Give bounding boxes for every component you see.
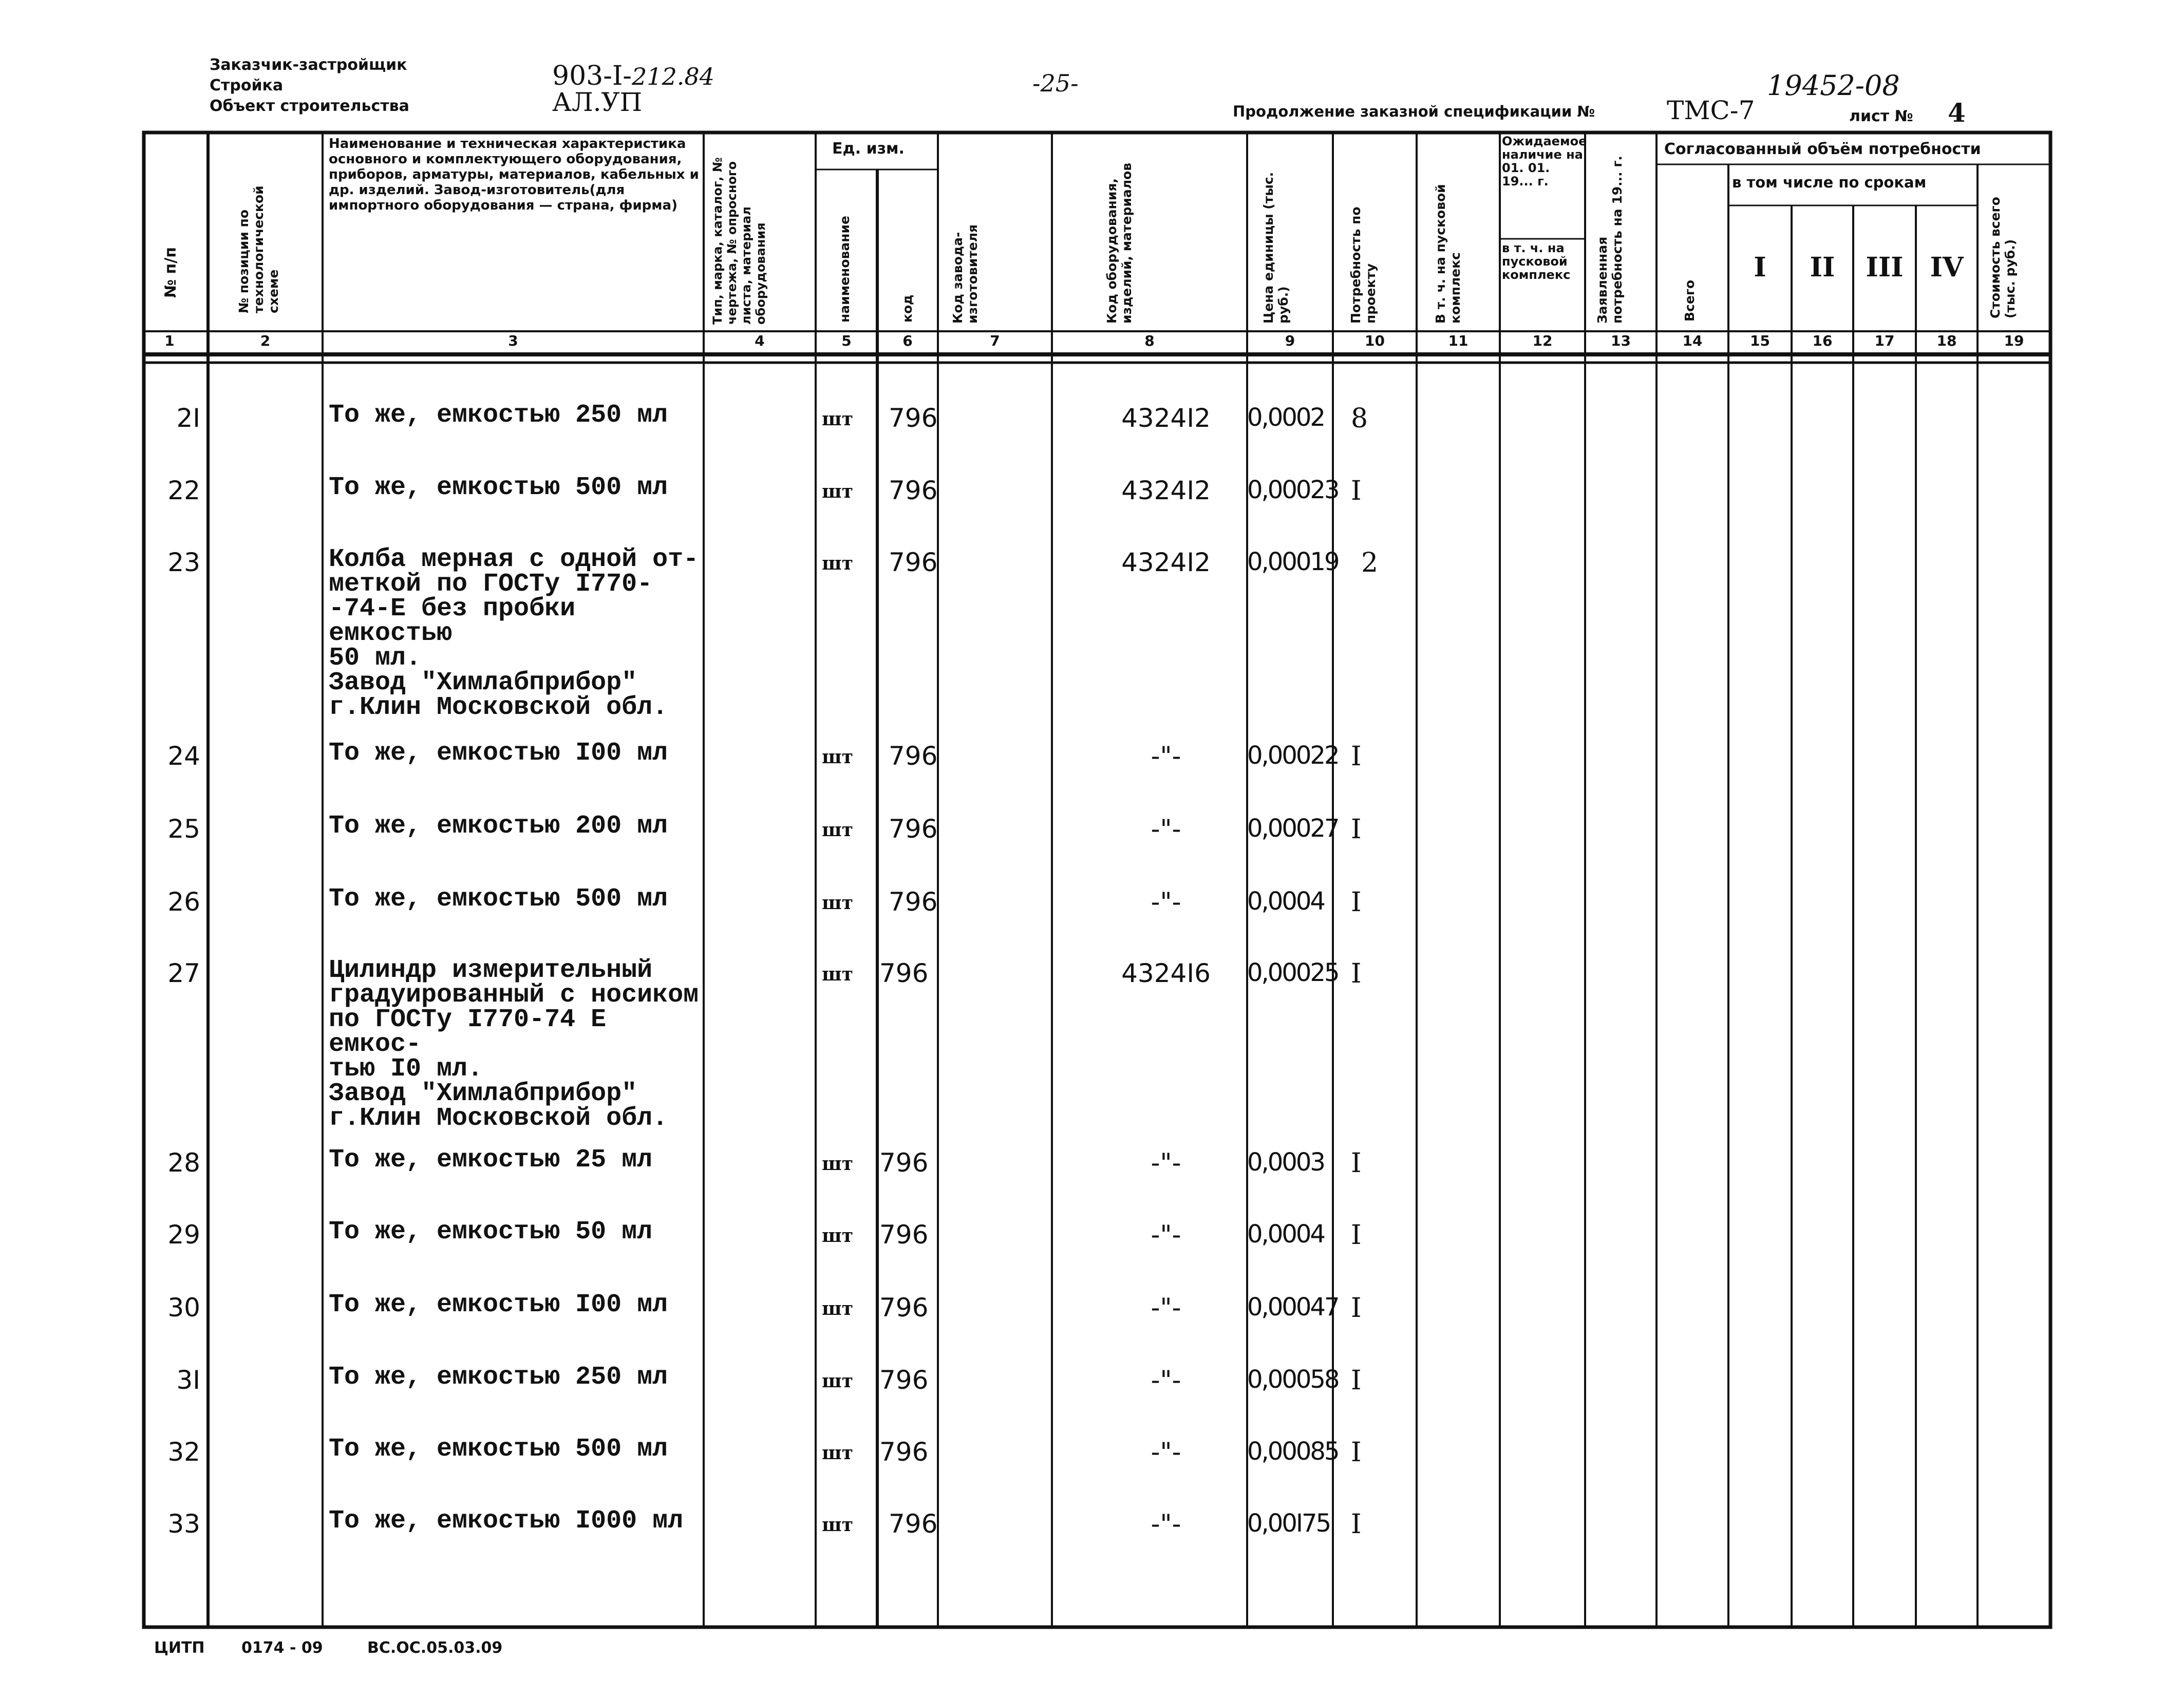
equipment-code: -"- — [1151, 1365, 1181, 1395]
unit-price: 0,00023 — [1247, 476, 1339, 504]
unit-price: 0,00025 — [1247, 958, 1339, 987]
unit-price: 0,00019 — [1247, 548, 1339, 576]
unit-name: шт — [822, 1153, 853, 1175]
object-label: Объект строительства — [210, 97, 409, 115]
row-number: 3I — [176, 1365, 200, 1395]
unit-price: 0,00047 — [1247, 1293, 1339, 1322]
col-header-19 — [1988, 169, 2018, 318]
col-header-12b: в т. ч. на пусковой комплекс — [1502, 241, 1571, 282]
unit-price: 0,00058 — [1247, 1365, 1339, 1394]
item-name: То же, емкостью 50 мл — [329, 1217, 653, 1247]
unit-price: 0,0004 — [1247, 887, 1324, 916]
equipment-code: -"- — [1151, 1148, 1181, 1178]
col-num-3: 3 — [508, 332, 518, 349]
row-number: 2I — [176, 403, 200, 433]
col-num-5: 5 — [841, 332, 852, 349]
row-number: 27 — [167, 958, 200, 988]
quantity: I — [1351, 741, 1362, 772]
doc-number: 19452-08 — [1767, 69, 1900, 102]
col-header-7-text: Код завода-изготовителя — [950, 224, 980, 324]
site-label: Стройка — [210, 77, 284, 95]
col-header-18: IV — [1930, 252, 1964, 283]
col-num-1: 1 — [164, 332, 175, 349]
col-header-11 — [1433, 154, 1463, 324]
unit-code: 796 — [889, 548, 938, 577]
unit-price: 0,00027 — [1247, 814, 1339, 843]
unit-code: 796 — [889, 887, 938, 917]
col-num-2: 2 — [260, 332, 271, 349]
project-code-handwritten: 212.84 — [631, 63, 714, 90]
unit-code: 796 — [889, 403, 938, 433]
equipment-code: 4324I2 — [1121, 548, 1211, 577]
col-header-10 — [1348, 154, 1378, 324]
col-header-15: I — [1754, 252, 1766, 283]
col-header-10-text: Потребность по проекту — [1348, 206, 1378, 324]
unit-code: 796 — [879, 1220, 929, 1250]
project-code-print: 903-I- — [552, 61, 632, 91]
equipment-code: -"- — [1151, 1509, 1181, 1539]
quantity: I — [1351, 814, 1362, 845]
item-name: То же, емкостью I00 мл — [329, 739, 668, 768]
unit-code: 796 — [889, 814, 938, 844]
footer-ref: ВС.ОС.05.03.09 — [367, 1639, 503, 1657]
col-header-7 — [950, 139, 980, 324]
sheet-number: 4 — [1948, 98, 1966, 128]
quantity: I — [1351, 887, 1362, 918]
row-number: 24 — [167, 741, 200, 771]
row-number: 33 — [167, 1509, 200, 1539]
col-header-2-text: № позиции по технологической схеме — [236, 185, 281, 313]
page-number: -25- — [1032, 69, 1079, 97]
col-header-11-text: В т. ч. на пусковой комплекс — [1433, 184, 1463, 324]
col-num-6: 6 — [902, 332, 913, 349]
quantity: 2 — [1361, 548, 1379, 578]
col-header-9 — [1261, 154, 1291, 324]
item-name: Колба мерная с одной от- меткой по ГОСТу I770- -74-Е без пробки емкостью 50 мл. Завод "Химлабприбор" г.Клин Московской обл. — [329, 545, 699, 722]
quantity: I — [1351, 476, 1362, 506]
item-name: То же, емкостью 200 мл — [329, 812, 668, 841]
unit-price: 0,00I75 — [1247, 1509, 1330, 1538]
col-num-10: 10 — [1365, 332, 1385, 349]
unit-name: шт — [822, 553, 853, 574]
item-name: То же, емкостью 25 мл — [329, 1145, 653, 1175]
equipment-code: -"- — [1151, 887, 1181, 917]
col-num-13: 13 — [1611, 332, 1631, 349]
col-header-2 — [236, 144, 281, 313]
col-header-14: Всего — [1682, 279, 1697, 322]
item-name: То же, емкостью I00 мл — [329, 1290, 668, 1319]
unit-code: 796 — [889, 741, 938, 771]
sheet-label: лист № — [1849, 107, 1913, 125]
row-number: 22 — [167, 476, 200, 505]
item-name: То же, емкостью 250 мл — [329, 401, 668, 430]
footer-org: ЦИТП — [154, 1639, 205, 1657]
col-num-19: 19 — [2004, 332, 2024, 349]
col-header-3: Наименование и техническая характеристика основного и комплектующего оборудования, приборов, арматуры, материалов, кабельных и др. изделий. Завод-изготовитель(для импортного оборудования — страна, фирма) — [329, 136, 699, 213]
continuation-label: Продолжение заказной спецификации № — [1233, 103, 1595, 120]
equipment-code: -"- — [1151, 1293, 1181, 1323]
unit-code: 796 — [879, 1148, 929, 1178]
unit-name: шт — [822, 1225, 853, 1247]
unit-code: 796 — [879, 1365, 929, 1395]
unit-name: шт — [822, 1370, 853, 1392]
equipment-code: -"- — [1151, 741, 1181, 771]
row-number: 32 — [167, 1437, 200, 1467]
item-name: То же, емкостью 500 мл — [329, 1435, 668, 1464]
col-num-11: 11 — [1448, 332, 1468, 349]
unit-name: шт — [822, 1298, 853, 1319]
unit-code: 796 — [879, 958, 929, 988]
quantity: I — [1351, 958, 1362, 989]
col-num-16: 16 — [1812, 332, 1833, 349]
quantity: I — [1351, 1220, 1362, 1251]
row-number: 30 — [167, 1293, 200, 1323]
col-num-17: 17 — [1874, 332, 1895, 349]
spec-number: ТМС-7 — [1667, 96, 1755, 125]
equipment-code: 4324I2 — [1121, 476, 1211, 505]
unit-price: 0,00022 — [1247, 741, 1339, 770]
equipment-code: -"- — [1151, 1220, 1181, 1250]
row-number: 25 — [167, 814, 200, 844]
unit-code: 796 — [889, 1509, 938, 1539]
col-num-15: 15 — [1750, 332, 1770, 349]
quantity: I — [1351, 1293, 1362, 1324]
col-header-16: II — [1810, 252, 1835, 283]
unit-name: шт — [822, 964, 853, 985]
equipment-code: 4324I2 — [1121, 403, 1211, 433]
col-header-agreed-group: Согласованный объём потребности — [1664, 140, 1981, 158]
customer-label: Заказчик-застройщик — [210, 56, 407, 74]
quantity: I — [1351, 1509, 1362, 1540]
col-header-5: наименование — [837, 216, 852, 323]
unit-code: 796 — [879, 1437, 929, 1467]
row-number: 29 — [167, 1220, 200, 1250]
equipment-code: -"- — [1151, 1437, 1181, 1467]
col-header-9-text: Цена единицы (тыс. руб.) — [1261, 172, 1291, 324]
unit-name: шт — [822, 819, 853, 841]
col-header-1: № п/п — [162, 247, 180, 298]
quantity: 8 — [1351, 403, 1368, 434]
footer-order: 0174 - 09 — [241, 1639, 323, 1657]
col-header-12: Ожидаемое наличие на 01. 01. 19... г. — [1502, 134, 1587, 188]
row-number: 23 — [167, 548, 200, 577]
col-num-9: 9 — [1285, 332, 1295, 349]
item-name: То же, емкостью I000 мл — [329, 1506, 684, 1536]
quantity: I — [1351, 1365, 1362, 1396]
unit-name: шт — [822, 746, 853, 768]
unit-price: 0,00085 — [1247, 1437, 1339, 1466]
col-header-6: код — [900, 294, 915, 323]
album-code: АЛ.УП — [552, 87, 643, 117]
unit-name: шт — [822, 1442, 853, 1464]
unit-price: 0,0003 — [1247, 1148, 1324, 1177]
row-number: 26 — [167, 887, 200, 917]
unit-name: шт — [822, 481, 853, 502]
item-name: То же, емкостью 500 мл — [329, 473, 668, 502]
col-header-19-text: Стоимость всего (тыс. руб.) — [1988, 197, 2018, 318]
row-number: 28 — [167, 1148, 200, 1178]
unit-name: шт — [822, 892, 853, 914]
unit-code: 796 — [889, 476, 938, 505]
col-header-4 — [710, 135, 768, 325]
item-name: То же, емкостью 250 мл — [329, 1363, 668, 1392]
col-num-12: 12 — [1532, 332, 1553, 349]
col-header-terms-group: в том числе по срокам — [1732, 174, 1927, 191]
unit-price: 0,0004 — [1247, 1220, 1324, 1249]
col-header-13 — [1595, 154, 1625, 324]
quantity: I — [1351, 1437, 1362, 1468]
equipment-code: 4324I6 — [1121, 958, 1211, 988]
col-header-8-text: Код оборудования, изделий, материалов — [1104, 162, 1134, 324]
col-num-18: 18 — [1936, 332, 1957, 349]
unit-name: шт — [822, 1514, 853, 1536]
quantity: I — [1351, 1148, 1362, 1179]
col-header-8 — [1104, 134, 1134, 324]
col-num-7: 7 — [990, 332, 1000, 349]
unit-code: 796 — [879, 1293, 929, 1323]
col-header-4-text: Тип, марка, каталог, № чертежа, № опросного листа, материал оборудования — [710, 157, 768, 325]
item-name: Цилиндр измерительный градуированный с носиком по ГОСТу I770-74 Е емкос- тью I0 мл. Завод "Химлабприбор" г.Клин Московской обл. — [329, 956, 699, 1133]
col-header-unit-group: Ед. изм. — [832, 140, 905, 158]
col-num-14: 14 — [1682, 332, 1703, 349]
col-header-13-text: Заявленная потребность на 19... г. — [1595, 156, 1625, 324]
unit-name: шт — [822, 408, 853, 430]
col-header-17: III — [1866, 252, 1904, 283]
item-name: То же, емкостью 500 мл — [329, 884, 668, 914]
equipment-code: -"- — [1151, 814, 1181, 844]
col-num-8: 8 — [1144, 332, 1155, 349]
unit-price: 0,0002 — [1247, 403, 1324, 432]
col-num-4: 4 — [755, 332, 765, 349]
